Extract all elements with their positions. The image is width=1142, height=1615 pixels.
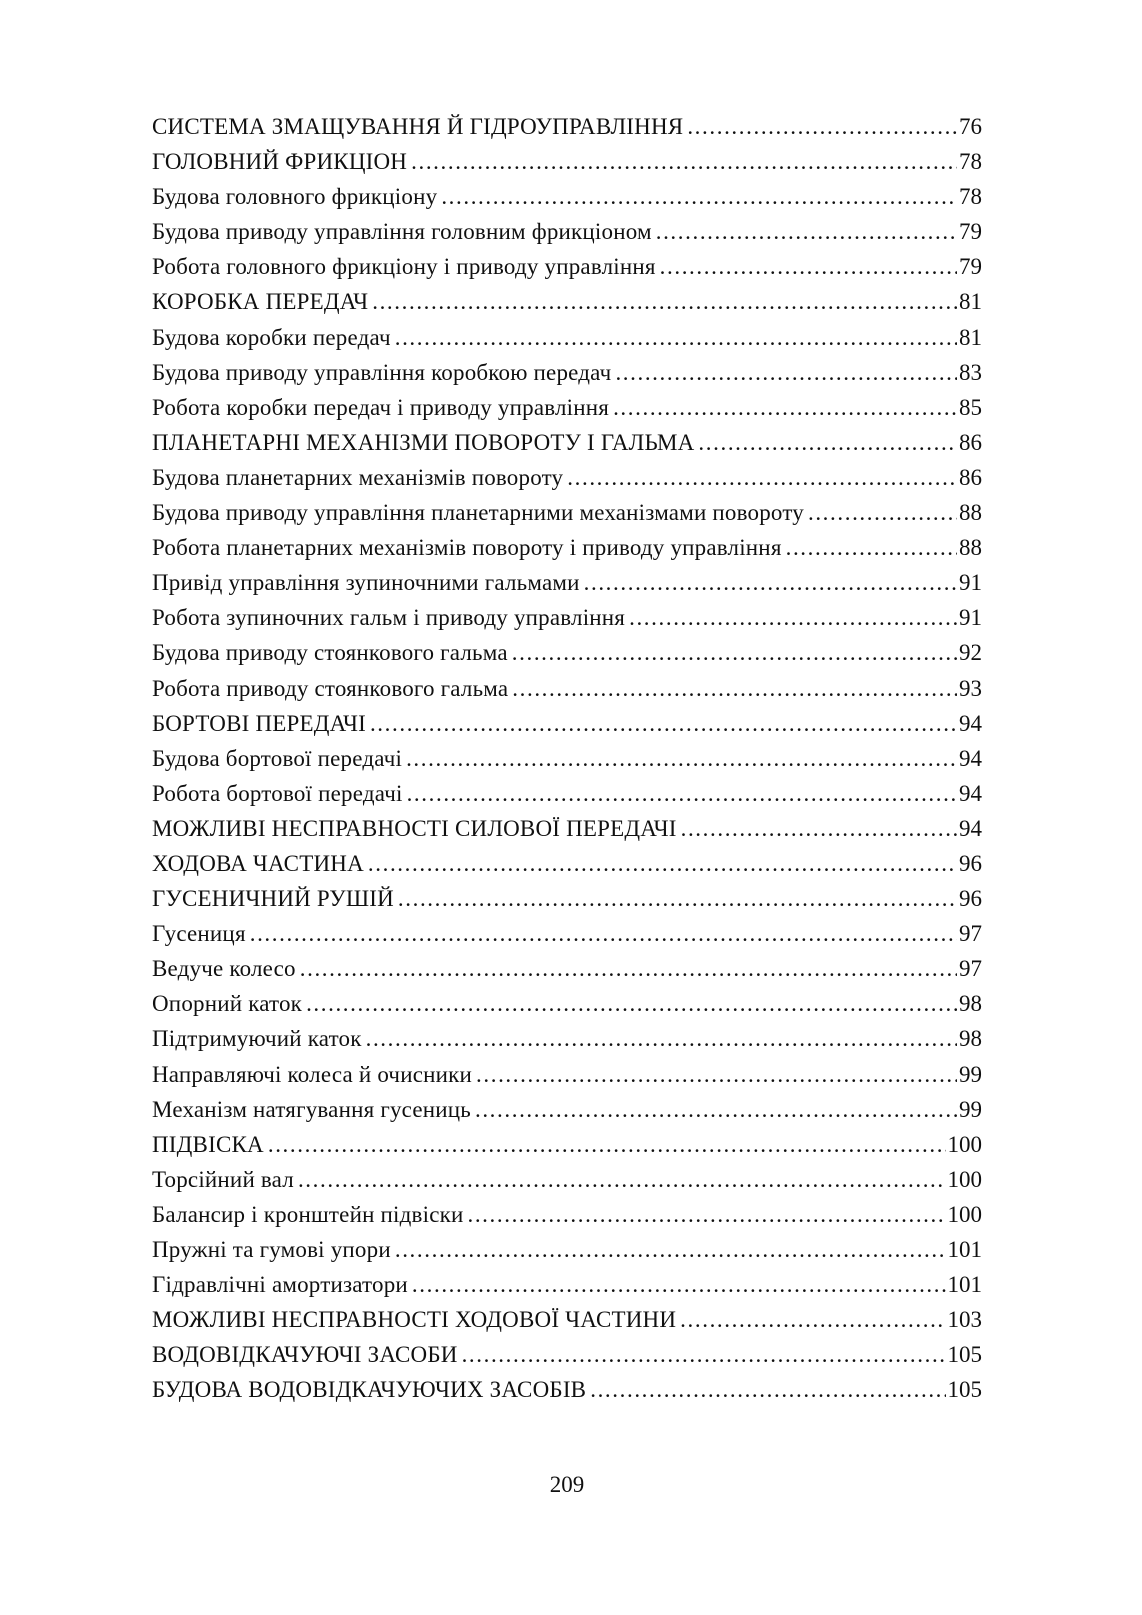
toc-entry-title: Торсійний вал [152,1166,294,1192]
toc-entry-title: МОЖЛИВІ НЕСПРАВНОСТІ ХОДОВОЇ ЧАСТИНИ [152,1307,677,1333]
toc-entry [152,219,982,254]
toc-entry [152,781,982,816]
toc-entry-page: 101 [947,1272,982,1298]
table-of-contents [152,114,982,1412]
toc-entry-title: Привід управління зупиночними гальмами [152,570,580,596]
toc-entry-page: 103 [947,1307,982,1333]
toc-entry-title: Будова приводу управління планетарними механізмами повороту [152,500,804,526]
toc-entry-page: 100 [947,1131,982,1157]
toc-dot-leader [584,570,957,598]
toc-dot-leader [370,711,957,739]
toc-dot-leader [462,1342,946,1370]
toc-entry-page: 76 [959,114,982,139]
toc-entry [152,184,982,219]
toc-entry [152,746,982,781]
toc-dot-leader [680,1307,945,1335]
toc-dot-leader [395,1237,946,1265]
toc-dot-leader [567,465,957,493]
toc-entry [152,1202,982,1237]
toc-entry-page: 94 [959,745,982,771]
toc-entry-page: 93 [959,675,982,701]
toc-dot-leader [395,325,957,353]
toc-dot-leader [372,289,957,317]
toc-entry [152,1237,982,1272]
toc-entry [152,711,982,746]
toc-entry-page: 99 [959,1061,982,1087]
toc-entry-title: Механізм натягування гусениць [152,1096,471,1122]
toc-entry-title: Будова головного фрикціону [152,184,438,210]
toc-dot-leader [300,956,957,984]
toc-dot-leader [786,535,957,563]
toc-entry [152,500,982,535]
toc-dot-leader [398,886,957,914]
toc-entry [152,395,982,430]
toc-dot-leader [306,991,957,1019]
toc-dot-leader [512,676,957,704]
toc-entry-page: 100 [947,1201,982,1227]
toc-entry-page: 98 [959,991,982,1017]
toc-dot-leader [475,1097,957,1125]
toc-entry [152,1307,982,1342]
toc-entry [152,816,982,851]
toc-entry-page: 79 [959,219,982,245]
toc-entry [152,1342,982,1377]
toc-entry-page: 81 [959,289,982,315]
toc-entry [152,289,982,324]
toc-entry-title: Будова приводу управління головним фрикціоном [152,219,652,245]
toc-entry-title: Будова приводу стоянкового гальма [152,640,508,666]
toc-entry [152,1026,982,1061]
toc-entry-title: ГОЛОВНИЙ ФРИКЦІОН [152,149,408,175]
toc-entry [152,1272,982,1307]
toc-entry-title: Гусениця [152,921,246,947]
toc-entry-title: Будова коробки передач [152,324,391,350]
toc-entry-page: 97 [959,921,982,947]
toc-dot-leader [615,360,957,388]
toc-dot-leader [656,219,957,247]
toc-entry [152,114,982,149]
toc-entry [152,254,982,289]
toc-entry [152,1062,982,1097]
toc-dot-leader [512,640,957,668]
toc-entry [152,465,982,500]
toc-dot-leader [368,851,957,879]
toc-entry-page: 78 [959,149,982,175]
toc-entry-title: ПЛАНЕТАРНІ МЕХАНІЗМИ ПОВОРОТУ І ГАЛЬМА [152,429,695,455]
toc-entry-page: 78 [959,184,982,210]
toc-dot-leader [467,1202,945,1230]
toc-entry [152,676,982,711]
toc-entry-page: 96 [959,850,982,876]
toc-entry-page: 86 [959,464,982,490]
toc-entry-title: Будова планетарних механізмів повороту [152,464,564,490]
toc-entry [152,921,982,956]
toc-entry-title: Пружні та гумові упори [152,1237,391,1262]
toc-entry-page: 94 [959,710,982,736]
toc-entry-title: ХОДОВА ЧАСТИНА [152,850,364,876]
toc-entry [152,851,982,886]
toc-entry [152,1097,982,1132]
toc-entry-page: 97 [959,956,982,982]
toc-dot-leader [441,184,957,212]
toc-entry-page: 100 [947,1166,982,1192]
toc-entry [152,325,982,360]
toc-dot-leader [660,254,957,282]
toc-entry-page: 92 [959,640,982,666]
toc-entry-page: 85 [959,394,982,420]
toc-entry-title: БУДОВА ВОДОВІДКАЧУЮЧИХ ЗАСОБІВ [152,1377,587,1403]
toc-entry [152,1132,982,1167]
toc-entry-title: СИСТЕМА ЗМАЩУВАННЯ Й ГІДРОУПРАВЛІННЯ [152,114,684,139]
toc-dot-leader [298,1167,946,1195]
toc-dot-leader [411,149,957,177]
toc-entry-page: 81 [959,324,982,350]
toc-entry-page: 96 [959,886,982,912]
toc-entry-title: КОРОБКА ПЕРЕДАЧ [152,289,369,315]
toc-entry-title: Робота бортової передачі [152,780,403,806]
toc-entry-page: 105 [947,1377,982,1403]
toc-dot-leader [406,746,957,774]
toc-entry [152,605,982,640]
toc-entry-title: Балансир і кронштейн підвіски [152,1201,464,1227]
toc-entry-title: Опорний каток [152,991,303,1017]
toc-entry-page: 105 [947,1342,982,1368]
toc-dot-leader [268,1132,946,1160]
toc-dot-leader [412,1272,946,1300]
toc-entry [152,570,982,605]
toc-entry-page: 88 [959,500,982,526]
toc-dot-leader [698,430,957,458]
toc-entry-page: 88 [959,535,982,561]
toc-entry-page: 94 [959,815,982,841]
toc-entry-title: Робота головного фрикціону і приводу управління [152,254,656,280]
toc-entry [152,1377,982,1412]
toc-entry-title: ВОДОВІДКАЧУЮЧІ ЗАСОБИ [152,1342,458,1368]
toc-entry-page: 79 [959,254,982,280]
toc-entry-page: 98 [959,1026,982,1052]
toc-dot-leader [476,1062,957,1090]
toc-dot-leader [687,114,957,142]
toc-entry-title: Направляючі колеса й очисники [152,1061,473,1087]
toc-entry-title: Гідравлічні амортизатори [152,1272,408,1298]
toc-entry-title: Робота коробки передач і приводу управління [152,394,610,420]
toc-entry-page: 86 [959,429,982,455]
toc-entry-title: БОРТОВІ ПЕРЕДАЧІ [152,710,366,736]
toc-entry-title: Будова приводу управління коробкою передач [152,359,612,385]
toc-entry-page: 99 [959,1096,982,1122]
toc-entry [152,360,982,395]
toc-dot-leader [629,605,957,633]
page-footer-number: 209 [549,1472,585,1497]
toc-dot-leader [590,1377,945,1405]
toc-entry-page: 91 [959,570,982,596]
toc-entry-title: Будова бортової передачі [152,745,403,771]
toc-entry-title: Підтримуючий каток [152,1026,362,1052]
toc-entry [152,956,982,991]
toc-dot-leader [681,816,957,844]
toc-entry-title: Ведуче колесо [152,956,296,982]
toc-entry [152,535,982,570]
toc-entry [152,149,982,184]
toc-entry-page: 101 [947,1237,982,1262]
toc-dot-leader [808,500,957,528]
toc-entry-title: ПІДВІСКА [152,1131,264,1157]
toc-entry-page: 91 [959,605,982,631]
toc-entry-title: ГУСЕНИЧНИЙ РУШІЙ [152,886,394,912]
toc-entry [152,886,982,921]
toc-dot-leader [407,781,957,809]
toc-entry-page: 83 [959,359,982,385]
toc-entry-title: Робота зупиночних гальм і приводу управління [152,605,626,631]
toc-entry [152,1167,982,1202]
toc-entry-title: Робота приводу стоянкового гальма [152,675,509,701]
toc-entry-title: Робота планетарних механізмів повороту і приводу управління [152,535,782,561]
toc-dot-leader [613,395,957,423]
toc-dot-leader [366,1026,957,1054]
toc-entry [152,991,982,1026]
toc-dot-leader [250,921,957,949]
toc-entry-title: МОЖЛИВІ НЕСПРАВНОСТІ СИЛОВОЇ ПЕРЕДАЧІ [152,815,677,841]
toc-entry-page: 94 [959,780,982,806]
toc-entry [152,640,982,675]
toc-entry [152,430,982,465]
